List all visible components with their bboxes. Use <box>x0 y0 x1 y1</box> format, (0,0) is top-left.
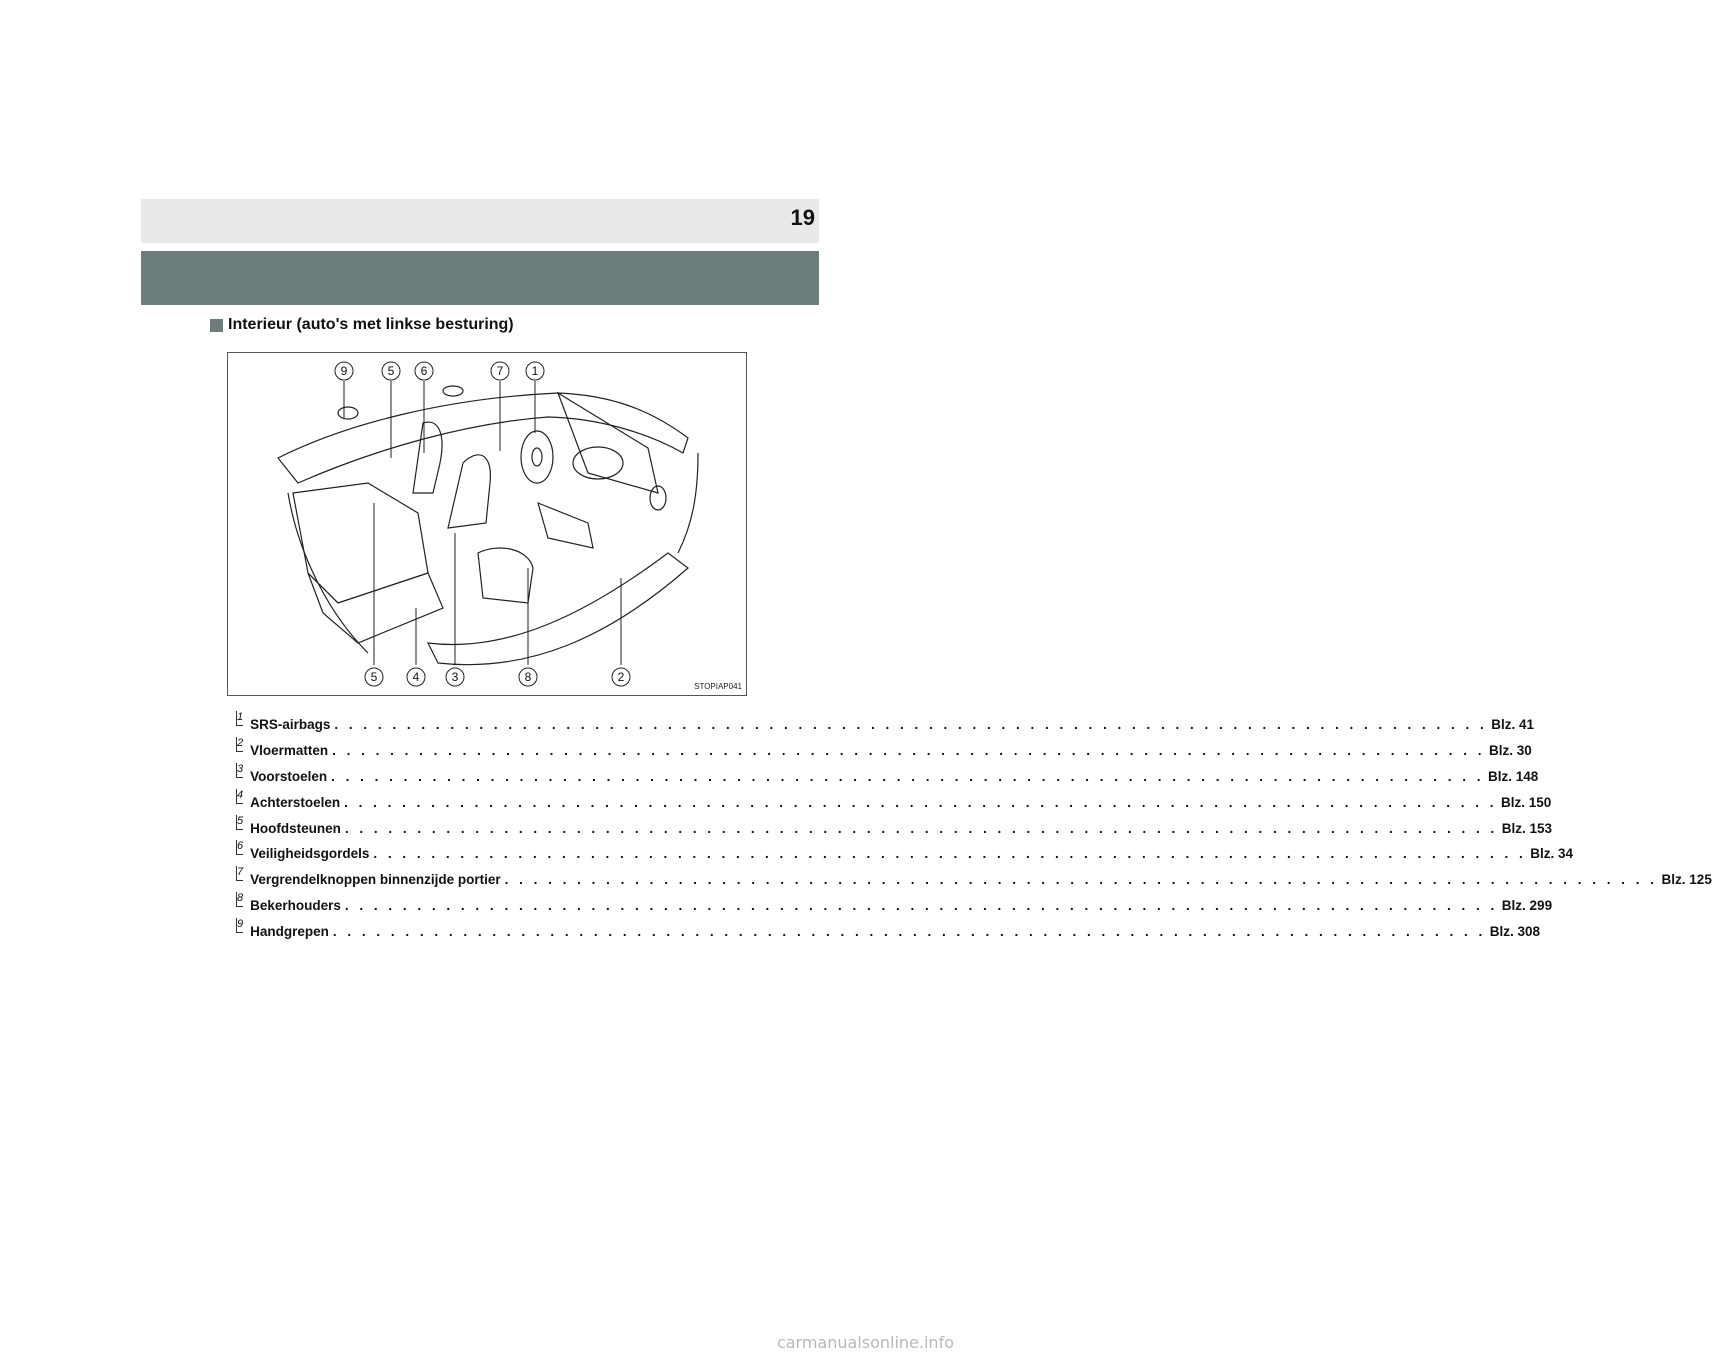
leader-dots: . . . . . . . . . . . . . . . . . . . . . . . . . . . . . . . . . . . . . . . . . . . . . . . . . . . . . . . . . . . . . . . . . . . . . . . . . . . . . . . . <box>344 820 1498 836</box>
callout-bottom-1: 5 <box>370 670 378 684</box>
callout-top-2: 5 <box>387 364 395 378</box>
callout-top-1: 9 <box>340 364 348 378</box>
item-number: 4 <box>236 789 243 804</box>
item-label: Voorstoelen <box>250 768 328 784</box>
item-label: Veiligheidsgordels <box>250 846 370 862</box>
leader-dots: . . . . . . . . . . . . . . . . . . . . . . . . . . . . . . . . . . . . . . . . . . . . . . . . . . . . . . . . . . . . . . . . . . . . . . . . . . . . . . . . <box>332 743 1486 759</box>
leader-dots: . . . . . . . . . . . . . . . . . . . . . . . . . . . . . . . . . . . . . . . . . . . . . . . . . . . . . . . . . . . . . . . . . . . . . . . . . . . . . . . . <box>334 717 1488 733</box>
callout-bottom-5: 2 <box>617 670 625 684</box>
leader-dots: . . . . . . . . . . . . . . . . . . . . . . . . . . . . . . . . . . . . . . . . . . . . . . . . . . . . . . . . . . . . . . . . . . . . . . . . . . . . . . . . <box>344 794 1498 810</box>
callout-bottom-2: 4 <box>412 670 420 684</box>
interior-illustration <box>227 352 747 696</box>
square-bullet-icon <box>210 319 223 332</box>
callout-bottom-3: 3 <box>451 670 459 684</box>
component-list <box>236 711 1712 944</box>
item-page-ref[interactable]: Blz. 153 <box>1501 820 1553 836</box>
list-item[interactable] <box>236 711 1535 738</box>
section-title <box>210 316 514 334</box>
header-band <box>141 251 819 305</box>
list-item[interactable] <box>236 737 1532 764</box>
item-page-ref[interactable]: Blz. 299 <box>1501 897 1553 913</box>
item-page-ref[interactable]: Blz. 125 <box>1661 872 1712 888</box>
item-page-ref[interactable]: Blz. 30 <box>1489 743 1532 759</box>
car-interior-drawing <box>228 353 746 695</box>
item-number: 3 <box>236 763 243 778</box>
item-number: 5 <box>236 815 243 830</box>
list-item[interactable] <box>236 788 1552 815</box>
item-number: 1 <box>236 711 243 726</box>
item-page-ref[interactable]: Blz. 34 <box>1530 846 1574 862</box>
item-label: Bekerhouders <box>250 897 341 913</box>
item-page-ref[interactable]: Blz. 150 <box>1501 794 1552 810</box>
leader-dots: . . . . . . . . . . . . . . . . . . . . . . . . . . . . . . . . . . . . . . . . . . . . . . . . . . . . . . . . . . . . . . . . . . . . . . . . . . . . . . . . <box>504 872 1658 888</box>
item-label: Hoofdsteunen <box>250 820 341 836</box>
header-bar <box>141 199 819 243</box>
list-item[interactable] <box>236 866 1712 893</box>
item-label: Achterstoelen <box>250 794 341 810</box>
leader-dots: . . . . . . . . . . . . . . . . . . . . . . . . . . . . . . . . . . . . . . . . . . . . . . . . . . . . . . . . . . . . . . . . . . . . . . . . . . . . . . . . <box>344 897 1498 913</box>
list-item[interactable] <box>236 891 1553 919</box>
item-label: Vergrendelknoppen binnenzijde portier <box>250 872 501 888</box>
item-label: Vloermatten <box>250 743 329 759</box>
section-title-text: Interieur (auto's met linkse besturing) <box>228 316 514 333</box>
callout-top-3: 6 <box>420 364 428 378</box>
item-label: Handgrepen <box>250 923 329 939</box>
list-item[interactable] <box>236 814 1553 841</box>
list-item[interactable] <box>236 762 1539 790</box>
item-number: 8 <box>236 892 243 907</box>
item-number: 6 <box>236 840 243 855</box>
callout-bottom-4: 8 <box>524 670 532 684</box>
item-number: 9 <box>236 918 243 933</box>
list-item[interactable] <box>236 917 1541 944</box>
watermark: carmanualsonline.info <box>776 1333 954 1352</box>
figure-code: STOPIAP041 <box>694 682 742 691</box>
page-number: 19 <box>790 205 815 230</box>
list-item[interactable] <box>236 840 1574 867</box>
leader-dots: . . . . . . . . . . . . . . . . . . . . . . . . . . . . . . . . . . . . . . . . . . . . . . . . . . . . . . . . . . . . . . . . . . . . . . . . . . . . . . . . <box>332 923 1486 939</box>
item-page-ref[interactable]: Blz. 41 <box>1491 717 1535 733</box>
callout-top-5: 1 <box>531 364 539 378</box>
leader-dots: . . . . . . . . . . . . . . . . . . . . . . . . . . . . . . . . . . . . . . . . . . . . . . . . . . . . . . . . . . . . . . . . . . . . . . . . . . . . . . . . <box>373 846 1527 862</box>
item-page-ref[interactable]: Blz. 308 <box>1489 923 1541 939</box>
item-number: 2 <box>236 737 243 752</box>
item-page-ref[interactable]: Blz. 148 <box>1488 768 1539 784</box>
item-number: 7 <box>236 866 243 881</box>
callout-top-4: 7 <box>496 364 504 378</box>
leader-dots: . . . . . . . . . . . . . . . . . . . . . . . . . . . . . . . . . . . . . . . . . . . . . . . . . . . . . . . . . . . . . . . . . . . . . . . . . . . . . . . . <box>331 768 1485 784</box>
item-label: SRS-airbags <box>250 717 331 733</box>
